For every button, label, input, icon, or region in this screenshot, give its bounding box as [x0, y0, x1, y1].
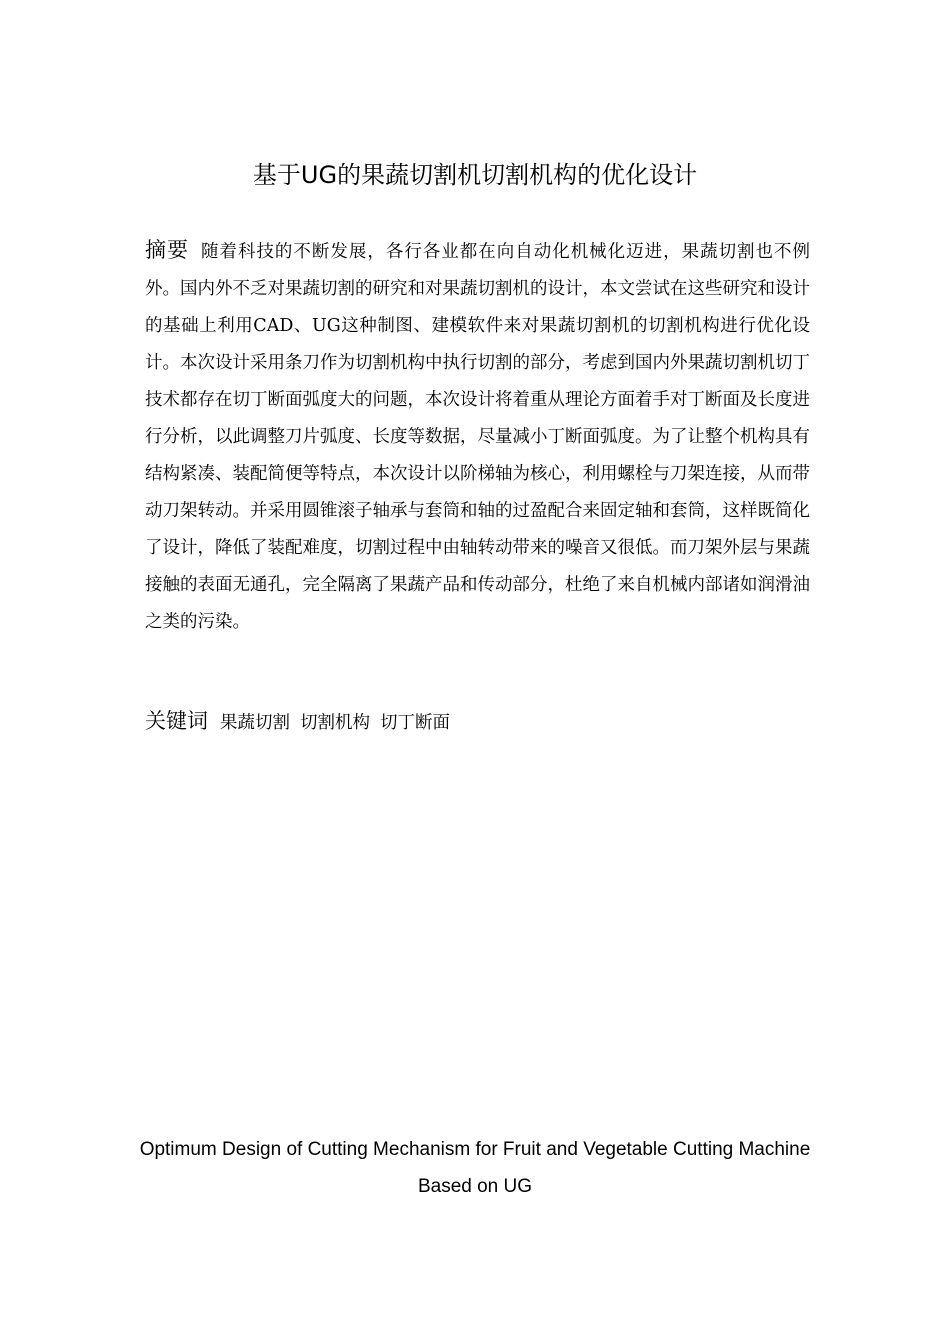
- keyword-item: 切割机构: [300, 713, 370, 733]
- abstract-heading: 摘要: [145, 238, 189, 262]
- page-title: 基于UG的果蔬切割机切割机构的优化设计: [252, 161, 698, 189]
- english-title: Optimum Design of Cutting Mechanism for Fruit and Vegetable Cutting Machine Based on UG: [139, 1139, 811, 1197]
- keyword-item: 果蔬切割: [220, 713, 290, 733]
- keywords-heading: 关键词: [145, 709, 208, 733]
- abstract-body: 随着科技的不断发展，各行各业都在向自动化机械化迈进，果蔬切割也不例外。国内外不乏对果蔬切割的研究和对果蔬切割机的设计，本文尝试在这些研究和设计的基础上利用CAD、UG这种制图、建模软件来对果蔬切割机的切割机构进行优化设计。本次设计采用条刀作为切割机构中执行切割的部分，考虑到国内外果蔬切割机切丁技术都存在切丁断面弧度大的问题，本次设计将着重从理论方面着手对丁断面及长度进行分析，以此调整刀片弧度、长度等数据，尽量减小丁断面弧度。为了让整个机构具有结构紧凑、装配简便等特点，本次设计以阶梯轴为核心，利用螺栓与刀架连接，从而带动刀架转动。并采用圆锥滚子轴承与套筒和轴的过盈配合来固定轴和套筒，这样既简化了设计，降低了装配难度，切割过程中由轴转动带来的噪音又很低。而刀架外层与果蔬接触的表面无通孔，完全隔离了果蔬产品和传动部分，杜绝了来自机械内部诸如润滑油之类的污染。: [145, 242, 811, 632]
- keyword-item: 切丁断面: [380, 713, 450, 733]
- abstract-section: [145, 232, 810, 641]
- keywords-section: [145, 703, 810, 741]
